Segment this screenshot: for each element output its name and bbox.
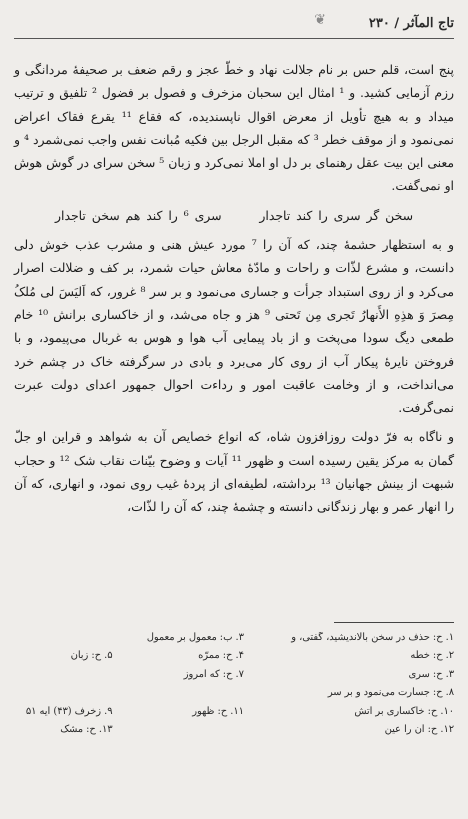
footnote: ۹. زخرف (۴۳) آیه ۵۱ (25, 705, 113, 717)
footnote-row (14, 721, 454, 740)
verse-line (14, 204, 454, 227)
footnote: ۸. ح: جسارت می‌نمود و بر سر (327, 687, 454, 699)
footnotes (14, 628, 454, 739)
footnote-rule (334, 622, 454, 623)
footnote: ۱۱. ح: ظهور (192, 705, 244, 717)
footnote: ۳. ب: معمول بر معمول (146, 631, 244, 643)
header-rule (14, 38, 454, 39)
paragraph-1: پنج است، قلم حس بر نام جلالت نهاد و خطّ عجز و رقم ضعف بر صحیفهٔ مردانگی و رزم آزمایی کشید. و ¹ امثال این سحبان مزخرف و فصول بر فضول ² تلفیق و ترتیب میداد و به هیچ تأویل از معرض اقوال ناپسندیده، که فقاع ¹¹ یقرع فقاک اعراض نمی‌نمود و از موقف خطر ³ که مقبل الرجل بین فکیه مُبانت نفس واجب نمی‌شمرد ⁴ و معنی این بیت عقل رهنمای بر دل او املا نمی‌کرد و زبان ⁵ سخن سرای در گوش هوش او نمی‌گفت. (14, 62, 455, 194)
footnote-row (14, 647, 454, 666)
leaf-ornament-icon: ❦ (314, 12, 326, 28)
footnote: ۷. ح: که امروز (183, 668, 244, 680)
footnote-row (14, 628, 454, 647)
footnote: ۳. ح: سری (408, 668, 454, 680)
running-title: تاج المآثر / ۲۳۰ (368, 16, 454, 31)
footnote-row (14, 665, 454, 684)
verse-hemistich-left: سری ⁶ را کند هم سخن تاجدار (55, 207, 222, 223)
footnote-row (14, 702, 454, 721)
footnote-row (14, 684, 454, 703)
page-header (14, 12, 454, 38)
footnote: ۱۰. ح: خاکساری بر آتش (354, 705, 454, 717)
verse-hemistich-right: سخن گر سری را کند تاجدار (259, 207, 413, 223)
body-text (14, 58, 454, 519)
footnote: ۲. ح: خطه (410, 650, 454, 662)
footnote: ۱۳. ح: مشک (60, 724, 113, 736)
paragraph-2: و به استظهار حشمهٔ چند، که آن را ⁷ مورد عیش هنی و مشرب عذب خوش دلی دانست، و مشرع لذّات و راحات و مادّهٔ معاش حیات شمرد، بر کف و ضلالت اصرار می‌کرد و از روی استبداد جرأت و جساری می‌نمود و بر سر ⁸ غرور، که اَلیَسَ لی مُلکُ مِصرَ وَ هذِهِ الأَنهارُ تَجری مِن تَحتی ⁹ هز و جاه می‌شد، و از خاکساری برانش ¹⁰ خام طمعی دیگ سودا می‌پخت و از باد پیمایی آب هوا و هوس به غربال می‌پیمود، و با فروختن نایرهٔ پیکار آب از روی کار می‌برد و بادی در سرگرفته خاک در چشم خرد می‌انداخت، و از وخامت عاقبت امور و رداءت احوال جمهور اعدای دولت عبرت نمی‌گرفت. (14, 237, 455, 416)
footnote: ۱۲. ح: آن را عین (384, 724, 454, 736)
paragraph-3: و ناگاه به فرّ دولت روزافزون شاه، که انواع خصایص آن به شواهد و قراین او جلّ گمان به مرکز یقین رسیده است و ظهور ¹¹ آیات و وضوح بیّنات نقاب شک ¹² و حجاب شبهت از بینش جهانیان ¹³ برداشته، لطیفه‌ای از پردهٔ غیب روی نمود، و انهاری، که آن را انهار عمر و بهار زندگانی دانسته و چشمهٔ چند، که آن را لذّات، (14, 429, 454, 515)
footnote: ۴. ح: ممرّه (198, 650, 244, 662)
footnote: ۱. ح: حذف در سخن بالاندیشید، گفتی، و (291, 631, 454, 643)
footnote: ۵. ح: زبان (70, 650, 113, 662)
